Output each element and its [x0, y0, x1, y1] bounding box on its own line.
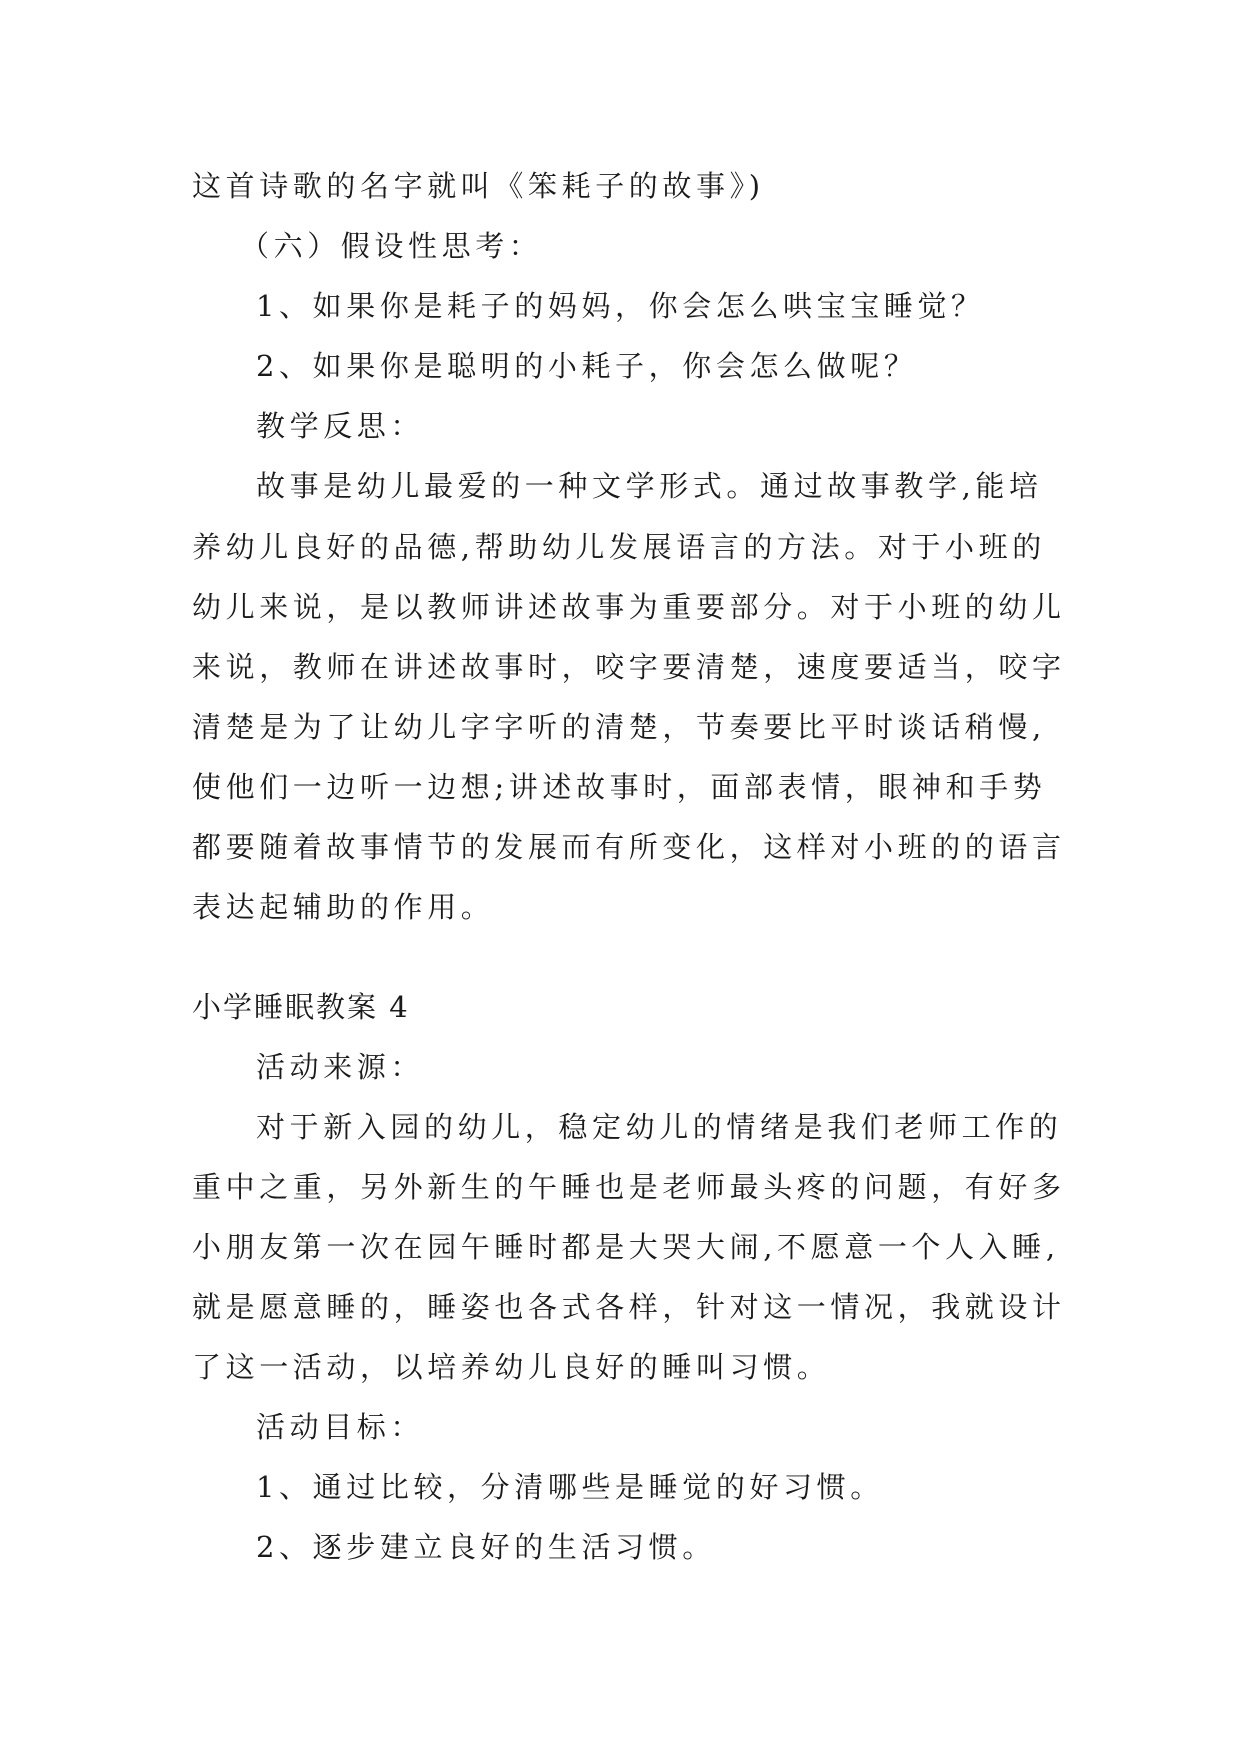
section-heading: 活动目标： [256, 1410, 425, 1444]
section-heading: 教学反思： [256, 409, 425, 443]
paragraph-line: 清楚是为了让幼儿字字听的清楚，节奏要比平时谈话稍慢, [192, 710, 1046, 744]
paragraph-line: 重中之重，另外新生的午睡也是老师最头疼的问题，有好多 [192, 1170, 1066, 1204]
paragraph-line: 养幼儿良好的品德,帮助幼儿发展语言的方法。对于小班的 [192, 530, 1046, 564]
list-item: 1、如果你是耗子的妈妈，你会怎么哄宝宝睡觉？ [256, 289, 985, 323]
list-item: 2、如果你是聪明的小耗子，你会怎么做呢？ [256, 349, 918, 383]
paragraph-line: 表达起辅助的作用。 [192, 890, 495, 924]
paragraph-line: 幼儿来说，是以教师讲述故事为重要部分。对于小班的幼儿 [192, 590, 1066, 624]
text-line: 这首诗歌的名字就叫《笨耗子的故事》) [192, 169, 765, 203]
section-heading: （六）假设性思考： [240, 229, 543, 263]
paragraph-line: 都要随着故事情节的发展而有所变化，这样对小班的的语言 [192, 830, 1066, 864]
section-heading: 活动来源： [256, 1050, 425, 1084]
list-item: 1、通过比较，分清哪些是睡觉的好习惯。 [256, 1470, 884, 1504]
paragraph-line: 就是愿意睡的，睡姿也各式各样，针对这一情况，我就设计 [192, 1290, 1066, 1324]
paragraph-line: 小朋友第一次在园午睡时都是大哭大闹,不愿意一个人入睡, [192, 1230, 1060, 1264]
document-title: 小学睡眠教案 4 [192, 990, 410, 1024]
paragraph-line: 来说，教师在讲述故事时，咬字要清楚，速度要适当，咬字 [192, 650, 1066, 684]
list-item: 2、逐步建立良好的生活习惯。 [256, 1530, 716, 1564]
paragraph-line: 了这一活动，以培养幼儿良好的睡叫习惯。 [192, 1350, 831, 1384]
paragraph-line: 对于新入园的幼儿，稳定幼儿的情绪是我们老师工作的 [256, 1110, 1063, 1144]
paragraph-line: 故事是幼儿最爱的一种文学形式。通过故事教学,能培 [256, 469, 1043, 503]
paragraph-line: 使他们一边听一边想;讲述故事时，面部表情，眼神和手势 [192, 770, 1047, 804]
